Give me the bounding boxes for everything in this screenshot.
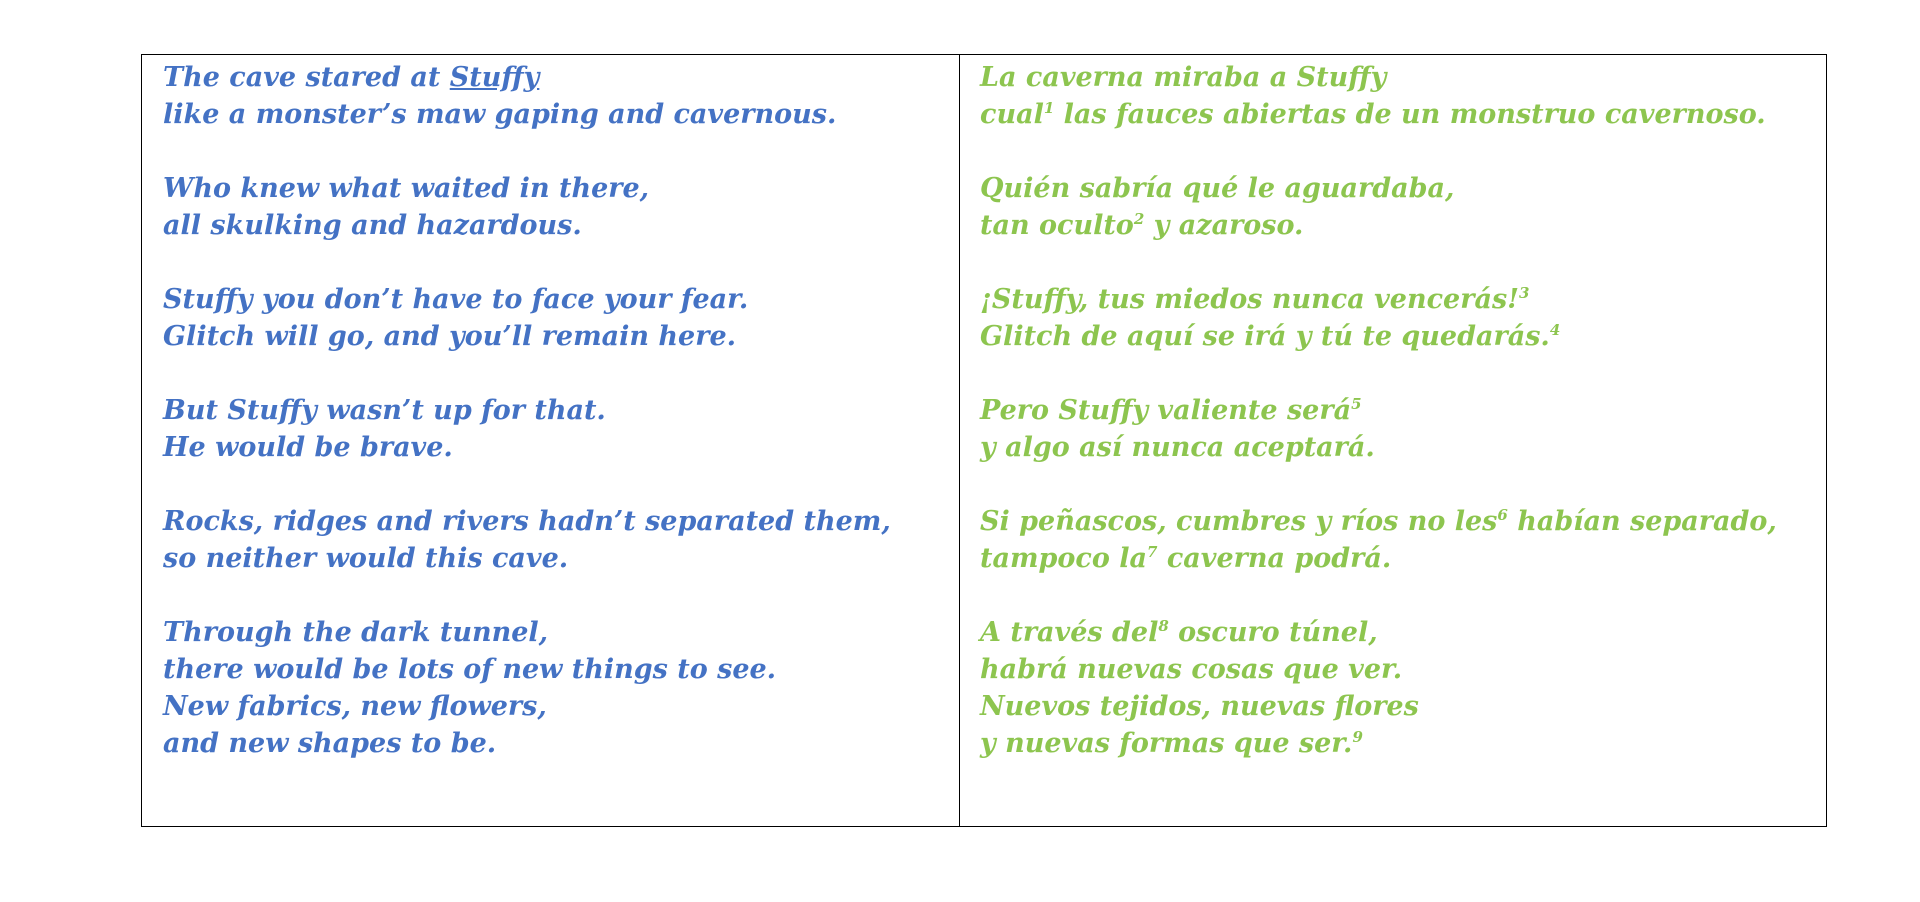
english-verse-line — [163, 207, 959, 244]
english-verse-line — [163, 540, 959, 577]
spanish-verse-line — [980, 725, 1826, 762]
english-stanza — [163, 170, 959, 244]
spanish-verse-line — [980, 540, 1826, 577]
footnote-marker: 4 — [1549, 321, 1561, 339]
verse-text: and new shapes to be. — [163, 728, 497, 759]
verse-text: Quién sabría qué le aguardaba, — [980, 173, 1455, 204]
english-stanza — [163, 614, 959, 762]
verse-text: y nuevas formas que ser. — [980, 728, 1353, 759]
english-stanza — [163, 503, 959, 577]
poem-translation-table — [141, 54, 1827, 827]
footnote-marker: 8 — [1158, 617, 1169, 635]
english-stanza — [163, 281, 959, 355]
verse-text: Through the dark tunnel, — [163, 617, 549, 648]
spanish-stanza — [980, 392, 1826, 466]
english-verse-line — [163, 688, 959, 725]
english-stanza — [163, 59, 959, 133]
spanish-verse-line — [980, 318, 1826, 355]
footnote-marker: 3 — [1519, 284, 1530, 302]
footnote-marker: 6 — [1497, 506, 1508, 524]
verse-text: New fabrics, new flowers, — [163, 691, 547, 722]
spanish-verse-line — [980, 503, 1826, 540]
verse-text: Nuevos tejidos, nuevas flores — [980, 691, 1419, 722]
verse-text: Glitch de aquí se irá y tú te quedarás. — [980, 321, 1550, 352]
underlined-word: Stuffy — [449, 62, 540, 93]
english-verse-line — [163, 503, 959, 540]
footnote-marker: 1 — [1043, 99, 1055, 117]
verse-text: Si peñascos, cumbres y ríos no les — [980, 506, 1498, 537]
verse-text: But Stuffy wasn’t up for that. — [163, 395, 606, 426]
english-verse-line — [163, 59, 959, 96]
spanish-verse-line — [980, 614, 1826, 651]
verse-text: y algo así nunca aceptará. — [980, 432, 1375, 463]
spanish-stanza — [980, 614, 1826, 762]
spanish-verse-line — [980, 392, 1826, 429]
verse-text: A través del — [980, 617, 1159, 648]
verse-text: oscuro túnel, — [1168, 617, 1378, 648]
verse-text: Stuffy you don’t have to face your fear. — [163, 284, 749, 315]
footnote-marker: 5 — [1351, 395, 1362, 413]
verse-text: Rocks, ridges and rivers hadn’t separated them, — [163, 506, 891, 537]
spanish-stanza — [980, 503, 1826, 577]
spanish-verse-line — [980, 688, 1826, 725]
verse-text: tan oculto — [980, 210, 1134, 241]
spanish-stanza — [980, 281, 1826, 355]
verse-text: caverna podrá. — [1157, 543, 1392, 574]
spanish-stanza — [980, 170, 1826, 244]
spanish-stanza — [980, 59, 1826, 133]
english-verse-line — [163, 318, 959, 355]
verse-text: all skulking and hazardous. — [163, 210, 582, 241]
verse-text: He would be brave. — [163, 432, 453, 463]
verse-text: cual — [980, 99, 1044, 130]
english-verse-line — [163, 170, 959, 207]
verse-text: Who knew what waited in there, — [163, 173, 650, 204]
verse-text: there would be lots of new things to see. — [163, 654, 777, 685]
english-verse-line — [163, 96, 959, 133]
verse-text: so neither would this cave. — [163, 543, 569, 574]
footnote-marker: 9 — [1352, 728, 1363, 746]
verse-text: y azaroso. — [1144, 210, 1304, 241]
verse-text: like a monster’s maw gaping and cavernous. — [163, 99, 837, 130]
spanish-column — [960, 55, 1826, 826]
english-verse-line — [163, 725, 959, 762]
verse-text: Pero Stuffy valiente será — [980, 395, 1352, 426]
english-verse-line — [163, 392, 959, 429]
spanish-verse-line — [980, 429, 1826, 466]
footnote-marker: 2 — [1133, 210, 1145, 228]
spanish-verse-line — [980, 170, 1826, 207]
verse-text: The cave stared at — [163, 62, 450, 93]
verse-text: Glitch will go, and you’ll remain here. — [163, 321, 737, 352]
english-verse-line — [163, 651, 959, 688]
english-stanza — [163, 392, 959, 466]
english-column — [142, 55, 960, 826]
verse-text: habían separado, — [1507, 506, 1777, 537]
verse-text: las fauces abiertas de un monstruo cavernoso. — [1054, 99, 1766, 130]
verse-text: tampoco la — [980, 543, 1148, 574]
verse-text: ¡Stuffy, tus miedos nunca vencerás! — [980, 284, 1519, 315]
english-verse-line — [163, 429, 959, 466]
verse-text: La caverna miraba a Stuffy — [980, 62, 1387, 93]
spanish-verse-line — [980, 651, 1826, 688]
footnote-marker: 7 — [1147, 543, 1158, 561]
verse-text: habrá nuevas cosas que ver. — [980, 654, 1403, 685]
english-verse-line — [163, 614, 959, 651]
spanish-verse-line — [980, 96, 1826, 133]
english-verse-line — [163, 281, 959, 318]
spanish-verse-line — [980, 59, 1826, 96]
spanish-verse-line — [980, 281, 1826, 318]
spanish-verse-line — [980, 207, 1826, 244]
